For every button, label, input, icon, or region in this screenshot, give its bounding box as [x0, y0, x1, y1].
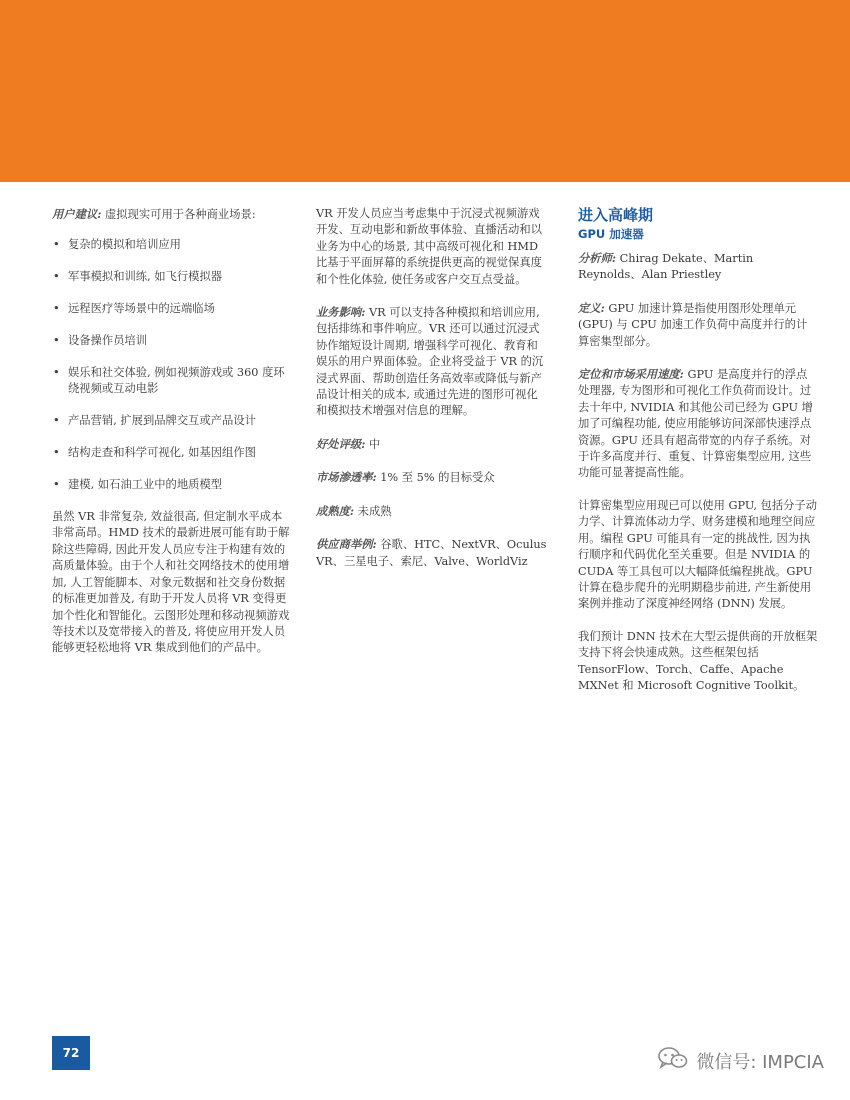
- business-impact-paragraph: [316, 304, 548, 420]
- body-paragraph: 虽然 VR 非常复杂, 效益很高, 但定制水平成本非常高昂。HMD 技术的最新进展可能有助于解除这些障碍, 因此开发人员应专注于构建有效的高质量体验。由于个人和社交网络技术的使用增加, 人工智能脚本、对象元数据和社交身份数据的标准更加普及, 有助于开发人员将 VR 变得更加个性化和智能化。云图形处理和移动视频游戏等技术以及宽带接入的普及, 将使应用开发人员能够更轻松地将 VR 集成到他们的产品中。: [52, 510, 290, 655]
- watermark-text: 微信号: IMPCIA: [696, 1051, 824, 1073]
- position-text: GPU 是高度并行的浮点处理器, 专为图形和可视化工作负荷而设计。过去十年中, NVIDIA 和其他公司已经为 GPU 增加了可编程功能, 使应用能够访问深部快速浮点资源。GPU 还具有超高带宽的内存子系统。对于许多高度并行、重复、计算密集型应用, 这些功能可显著提高性能。: [578, 368, 813, 480]
- benefit-rating-label: 好处评级:: [316, 436, 366, 451]
- maturity-label: 成熟度:: [316, 503, 355, 518]
- list-item: • 结构走查和科学可视化, 如基因组作图: [52, 445, 292, 461]
- body-paragraph: 计算密集型应用现已可以使用 GPU, 包括分子动力学、计算流体动力学、财务建模和地理空间应用。编程 GPU 可能具有一定的挑战性, 因为执行顺序和代码优化至关重要。但是 NVIDIA 的 CUDA 等工具包可以大幅降低编程挑战。GPU 计算在稳步爬升的光明期稳步前进, 产生新使用案例并推动了深度神经网络 (DNN) 发展。: [578, 498, 818, 611]
- body-paragraph: 我们预计 DNN 技术在大型云提供商的开放框架支持下将会快速成熟。这些框架包括 TensorFlow、Torch、Caffe、Apache MXNet 和 Microsoft Cognitive Toolkit。: [578, 629, 818, 692]
- sample-vendors: [316, 536, 548, 570]
- maturity-value: 未成熟: [357, 504, 392, 518]
- analyst-value: Chirag Dekate、Martin Reynolds、Alan Priestley: [578, 252, 754, 282]
- benefit-rating-value: 中: [368, 437, 381, 451]
- market-penetration-label: 市场渗透率:: [316, 470, 377, 485]
- list-item: • 建模, 如石油工业中的地质模型: [52, 477, 292, 493]
- benefit-rating: [316, 436, 548, 453]
- market-penetration: [316, 469, 548, 486]
- analyst-label: 分析师:: [578, 251, 617, 265]
- list-item: • 设备操作员培训: [52, 333, 292, 349]
- body-paragraph: VR 开发人员应当考虑集中于沉浸式视频游戏开发、互动电影和新故事体验、直播活动和以业务为中心的场景, 其中高级可视化和 HMD 比基于平面屏幕的系统提供更高的视觉保真度和个性化体验, 使任务或客户交互点受益。: [316, 207, 542, 286]
- section-subtitle: GPU 加速器: [578, 227, 644, 241]
- list-item: • 复杂的模拟和培训应用: [52, 237, 292, 253]
- sample-vendors-value: 谷歌、HTC、NextVR、Oculus VR、三星电子、索尼、Valve、WorldViz: [316, 538, 547, 568]
- column-middle: [316, 206, 548, 586]
- section-title: 进入高峰期: [578, 206, 654, 224]
- business-impact-label: 业务影响:: [316, 305, 366, 320]
- business-impact-text: VR 可以支持各种模拟和培训应用, 包括排练和事件响应。VR 还可以通过沉浸式协作缩短设计周期, 增强科学可视化、教育和娱乐的用户界面体验。企业将受益于 VR 的沉浸式界面、帮助创造任务高效率或降低与新产品设计相关的成本, 或通过先进的图形可视化和模拟技术增强对信息的理解。: [316, 306, 544, 418]
- definition-paragraph: [578, 300, 818, 350]
- column-left: [52, 206, 292, 673]
- list-item: • 娱乐和社交体验, 例如视频游戏或 360 度环绕视频或互动电影: [52, 365, 292, 398]
- market-penetration-value: 1% 至 5% 的目标受众: [380, 471, 495, 485]
- watermark: [658, 1046, 824, 1075]
- sample-vendors-label: 供应商举例:: [316, 537, 377, 552]
- user-advice-label: 用户建议:: [52, 207, 102, 221]
- list-item: • 远程医疗等场景中的远端临场: [52, 301, 292, 317]
- page-number: 72: [52, 1036, 90, 1070]
- header-banner: [0, 0, 850, 182]
- analyst-line: [578, 250, 818, 284]
- user-advice-text: 虚拟现实可用于各种商业场景:: [104, 208, 256, 221]
- column-right: [578, 206, 818, 710]
- maturity: [316, 503, 548, 520]
- wechat-icon: [658, 1046, 688, 1075]
- use-case-list: [52, 237, 292, 493]
- position-label: 定位和市场采用速度:: [578, 367, 684, 382]
- definition-label: 定义:: [578, 300, 605, 315]
- position-paragraph: [578, 366, 818, 482]
- intro-paragraph: [52, 206, 292, 223]
- list-item: • 军事模拟和训练, 如飞行模拟器: [52, 269, 292, 285]
- list-item: • 产品营销, 扩展到品牌交互或产品设计: [52, 413, 292, 429]
- definition-text: GPU 加速计算是指使用图形处理单元 (GPU) 与 CPU 加速工作负荷中高度并行的计算密集型部分。: [578, 301, 808, 348]
